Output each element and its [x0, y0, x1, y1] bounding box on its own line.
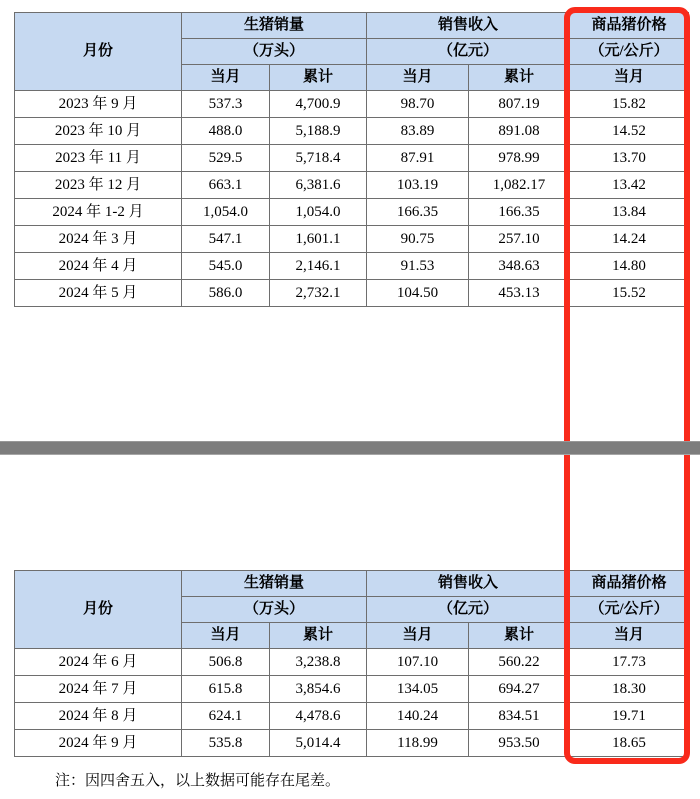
- volume-cum-cell: 6,381.6: [270, 172, 367, 199]
- volume-cum-cell: 4,478.6: [270, 703, 367, 730]
- month-cell: 2024 年 4 月: [15, 253, 182, 280]
- volume-month-cell: 586.0: [182, 280, 270, 307]
- volume-month-cell: 663.1: [182, 172, 270, 199]
- pig-sales-table-2: [14, 570, 689, 757]
- revenue-cum-cell: 257.10: [469, 226, 570, 253]
- revenue-month-cell: 104.50: [367, 280, 469, 307]
- revenue-month-cell: 87.91: [367, 145, 469, 172]
- volume-month-cell: 624.1: [182, 703, 270, 730]
- volume-group-header: 生猪销量: [182, 13, 367, 39]
- price-cell: 15.52: [570, 280, 689, 307]
- month-cell: 2023 年 10 月: [15, 118, 182, 145]
- revenue-cum-cell: 834.51: [469, 703, 570, 730]
- month-cell: 2024 年 3 月: [15, 226, 182, 253]
- price-cell: 17.73: [570, 649, 689, 676]
- price-current-header: 当月: [570, 623, 689, 649]
- price-cell: 18.65: [570, 730, 689, 757]
- revenue-cumulative-header: 累计: [469, 623, 570, 649]
- month-cell: 2024 年 6 月: [15, 649, 182, 676]
- volume-cum-cell: 4,700.9: [270, 91, 367, 118]
- volume-current-header: 当月: [182, 623, 270, 649]
- price-cell: 13.70: [570, 145, 689, 172]
- table-row: [15, 118, 689, 145]
- table-row: [15, 91, 689, 118]
- volume-unit-header: （万头）: [182, 597, 367, 623]
- revenue-month-cell: 103.19: [367, 172, 469, 199]
- volume-month-cell: 545.0: [182, 253, 270, 280]
- table-row: [15, 649, 689, 676]
- table-row: [15, 703, 689, 730]
- revenue-unit-header: （亿元）: [367, 39, 570, 65]
- price-cell: 13.84: [570, 199, 689, 226]
- revenue-cum-cell: 1,082.17: [469, 172, 570, 199]
- price-cell: 18.30: [570, 676, 689, 703]
- volume-current-header: 当月: [182, 65, 270, 91]
- revenue-cum-cell: 694.27: [469, 676, 570, 703]
- table-row: [15, 730, 689, 757]
- volume-month-cell: 488.0: [182, 118, 270, 145]
- table-row: [15, 226, 689, 253]
- month-column-header: 月份: [15, 13, 182, 91]
- volume-month-cell: 1,054.0: [182, 199, 270, 226]
- table-row: [15, 280, 689, 307]
- revenue-cum-cell: 560.22: [469, 649, 570, 676]
- price-cell: 15.82: [570, 91, 689, 118]
- price-group-header: 商品猪价格: [570, 13, 689, 39]
- volume-cum-cell: 5,014.4: [270, 730, 367, 757]
- volume-cum-cell: 2,732.1: [270, 280, 367, 307]
- price-unit-header: （元/公斤）: [570, 39, 689, 65]
- revenue-group-header: 销售收入: [367, 571, 570, 597]
- volume-month-cell: 506.8: [182, 649, 270, 676]
- revenue-group-header: 销售收入: [367, 13, 570, 39]
- price-unit-header: （元/公斤）: [570, 597, 689, 623]
- revenue-month-cell: 134.05: [367, 676, 469, 703]
- revenue-cum-cell: 978.99: [469, 145, 570, 172]
- revenue-current-header: 当月: [367, 65, 469, 91]
- month-cell: 2024 年 7 月: [15, 676, 182, 703]
- volume-cum-cell: 3,238.8: [270, 649, 367, 676]
- revenue-month-cell: 83.89: [367, 118, 469, 145]
- price-cell: 13.42: [570, 172, 689, 199]
- volume-unit-header: （万头）: [182, 39, 367, 65]
- revenue-month-cell: 140.24: [367, 703, 469, 730]
- price-cell: 14.80: [570, 253, 689, 280]
- month-cell: 2024 年 1-2 月: [15, 199, 182, 226]
- volume-cum-cell: 3,854.6: [270, 676, 367, 703]
- month-cell: 2024 年 9 月: [15, 730, 182, 757]
- table-1-header: [15, 13, 689, 91]
- revenue-cum-cell: 807.19: [469, 91, 570, 118]
- volume-month-cell: 615.8: [182, 676, 270, 703]
- volume-group-header: 生猪销量: [182, 571, 367, 597]
- table-row: [15, 172, 689, 199]
- price-current-header: 当月: [570, 65, 689, 91]
- revenue-month-cell: 98.70: [367, 91, 469, 118]
- revenue-unit-header: （亿元）: [367, 597, 570, 623]
- month-cell: 2023 年 9 月: [15, 91, 182, 118]
- revenue-cum-cell: 166.35: [469, 199, 570, 226]
- volume-month-cell: 535.8: [182, 730, 270, 757]
- price-cell: 14.52: [570, 118, 689, 145]
- month-column-header: 月份: [15, 571, 182, 649]
- pig-sales-table-1: [14, 12, 689, 307]
- revenue-cum-cell: 348.63: [469, 253, 570, 280]
- table-row: [15, 199, 689, 226]
- volume-month-cell: 547.1: [182, 226, 270, 253]
- revenue-month-cell: 166.35: [367, 199, 469, 226]
- revenue-month-cell: 107.10: [367, 649, 469, 676]
- volume-cum-cell: 5,718.4: [270, 145, 367, 172]
- table-row: [15, 676, 689, 703]
- volume-cum-cell: 5,188.9: [270, 118, 367, 145]
- volume-cumulative-header: 累计: [270, 65, 367, 91]
- section-divider-bar: [0, 441, 700, 455]
- table-2-header: [15, 571, 689, 649]
- volume-cumulative-header: 累计: [270, 623, 367, 649]
- month-cell: 2024 年 5 月: [15, 280, 182, 307]
- revenue-cumulative-header: 累计: [469, 65, 570, 91]
- volume-cum-cell: 1,054.0: [270, 199, 367, 226]
- revenue-cum-cell: 891.08: [469, 118, 570, 145]
- table-row: [15, 253, 689, 280]
- volume-cum-cell: 1,601.1: [270, 226, 367, 253]
- price-group-header: 商品猪价格: [570, 571, 689, 597]
- revenue-current-header: 当月: [367, 623, 469, 649]
- volume-cum-cell: 2,146.1: [270, 253, 367, 280]
- month-cell: 2023 年 12 月: [15, 172, 182, 199]
- revenue-month-cell: 118.99: [367, 730, 469, 757]
- revenue-cum-cell: 953.50: [469, 730, 570, 757]
- month-cell: 2023 年 11 月: [15, 145, 182, 172]
- revenue-month-cell: 91.53: [367, 253, 469, 280]
- month-cell: 2024 年 8 月: [15, 703, 182, 730]
- revenue-cum-cell: 453.13: [469, 280, 570, 307]
- revenue-month-cell: 90.75: [367, 226, 469, 253]
- volume-month-cell: 537.3: [182, 91, 270, 118]
- price-cell: 19.71: [570, 703, 689, 730]
- price-cell: 14.24: [570, 226, 689, 253]
- rounding-note: 注：因四舍五入，以上数据可能存在尾差。: [55, 773, 341, 789]
- volume-month-cell: 529.5: [182, 145, 270, 172]
- table-row: [15, 145, 689, 172]
